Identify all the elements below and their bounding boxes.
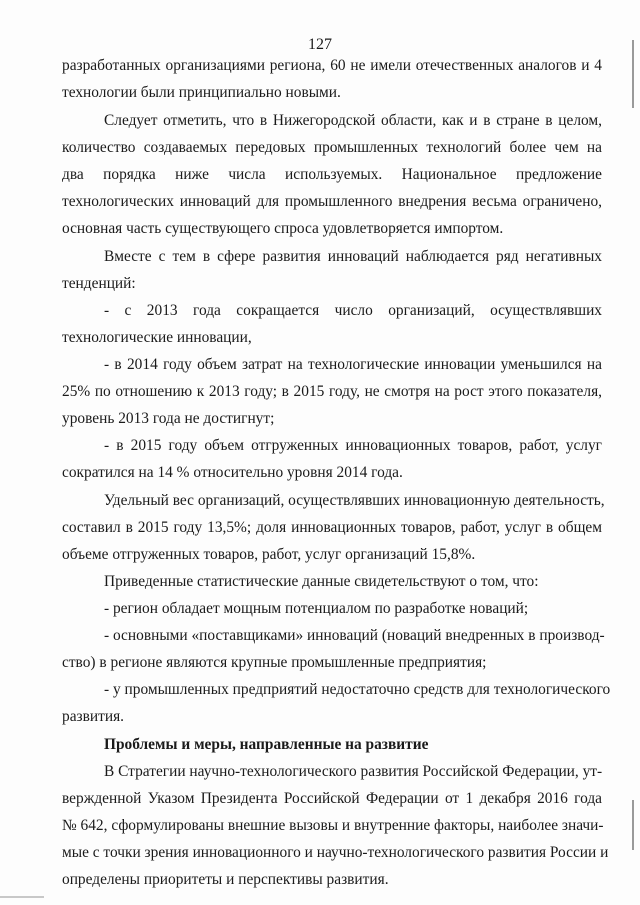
text-line: разработанных организациями региона, 60 не имели отечественных аналогов и 4 [62, 57, 602, 74]
text-line: № 642, сформулированы внешние вызовы и внутренние факторы, наиболее значи- [62, 817, 604, 834]
scan-edge-mark [632, 800, 634, 850]
text-line: уровень 2013 года не достигнут; [62, 410, 275, 427]
text-line: объеме отгруженных товаров, работ, услуг организаций 15,8%. [62, 546, 476, 563]
section-heading: Проблемы и меры, направленные на развитие [104, 736, 429, 753]
text-line: технологические инновации, [62, 329, 252, 346]
text-line: - с 2013 года сокращается число организаций, осуществлявших [104, 302, 602, 319]
text-line: вержденной Указом Президента Российской Федерации от 1 декабря 2016 года [62, 790, 602, 807]
text-line: - в 2014 году объем затрат на технологические инновации уменьшился на [104, 356, 602, 373]
text-line: - регион обладает мощным потенциалом по разработке новаций; [104, 600, 529, 617]
text-line: 25% по отношению к 2013 году; в 2015 году, не смотря на рост этого показателя, [62, 383, 602, 400]
text-line: два порядка ниже числа используемых. Национальное предложение [62, 166, 602, 183]
text-line: - в 2015 году объем отгруженных инновационных товаров, работ, услуг [104, 437, 602, 454]
text-line: развития. [62, 708, 124, 725]
text-line: - у промышленных предприятий недостаточно средств для технологического [104, 681, 611, 698]
text-line: Вместе с тем в сфере развития инноваций наблюдается ряд негативных [104, 248, 602, 265]
text-line: определены приоритеты и перспективы развития. [62, 871, 389, 888]
text-line: ство) в регионе являются крупные промышленные предприятия; [62, 654, 487, 671]
text-line: составил в 2015 году 13,5%; доля инновационных товаров, работ, услуг в общем [62, 519, 602, 536]
text-line: тенденций: [62, 275, 136, 292]
text-line: - основными «поставщиками» инноваций (новаций внедренных в производ- [104, 627, 605, 644]
text-line: Удельный вес организаций, осуществлявших инновационную деятельность, [104, 492, 605, 509]
text-line: технологии были принципиально новыми. [62, 84, 341, 101]
scan-edge-mark [0, 896, 44, 898]
text-line: сократился на 14 % относительно уровня 2014 года. [62, 464, 403, 481]
text-line: технологических инноваций для промышленного внедрения весьма ограничено, [62, 193, 602, 210]
scan-edge-mark [632, 40, 634, 108]
page-number: 127 [308, 36, 332, 53]
text-line: В Стратегии научно-технологического развития Российской Федерации, ут- [104, 763, 603, 780]
text-line: количество создаваемых передовых промышленных технологий более чем на [62, 139, 602, 156]
text-line: Приведенные статистические данные свидетельствуют о том, что: [104, 573, 539, 590]
text-line: Следует отметить, что в Нижегородской области, как и в стране в целом, [104, 112, 602, 129]
text-line: мые с точки зрения инновационного и научно-технологического развития России и [62, 844, 609, 861]
text-line: основная часть существующего спроса удовлетворяется импортом. [62, 220, 504, 237]
